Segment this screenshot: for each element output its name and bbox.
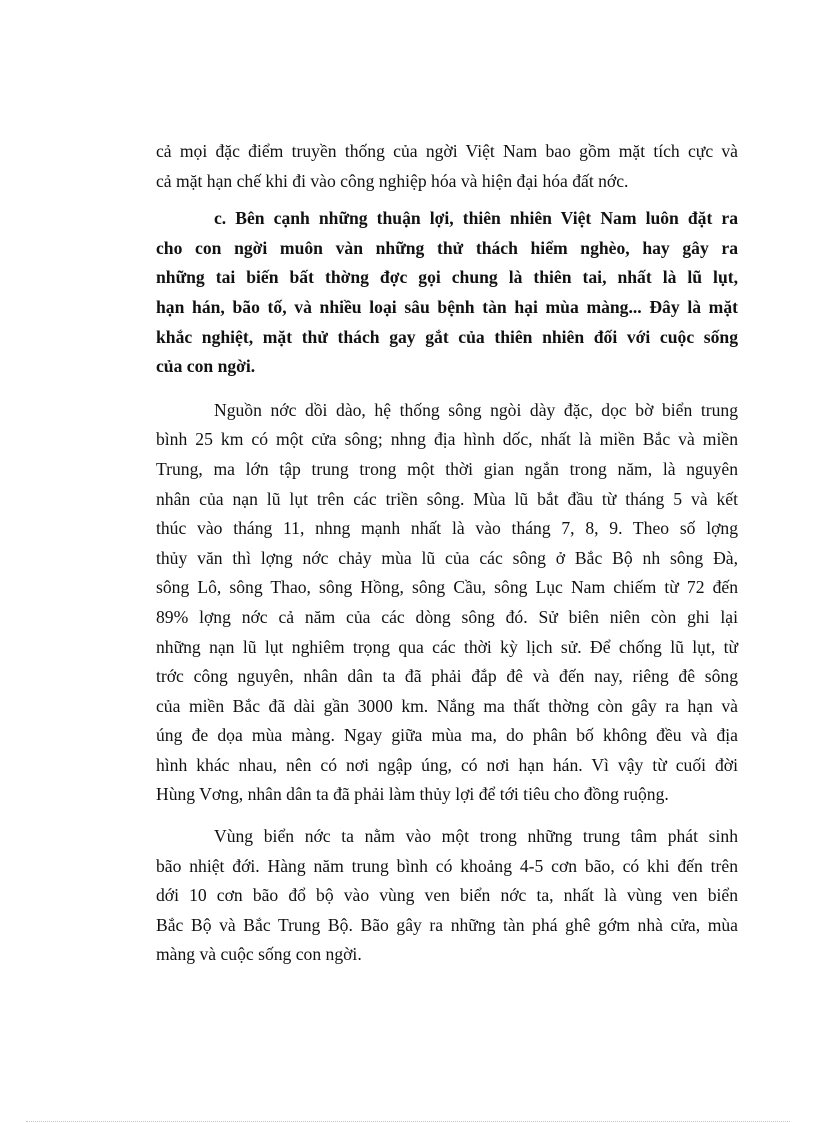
text-line: những nạn lũ lụt nghiêm trọng qua các thời kỳ lịch sử. Để chống lũ lụt, từ (156, 636, 738, 657)
text-line: cho con ngời muôn vàn những thử thách hiểm nghèo, hay gây ra (156, 237, 738, 258)
page-bottom-divider (26, 1121, 790, 1122)
text-line: cả mặt hạn chế khi đi vào công nghiệp hóa và hiện đại hóa đất nớc. (156, 170, 629, 191)
text-line: bão nhiệt đới. Hàng năm trung bình có khoảng 4-5 cơn bão, có khi đến trên (156, 855, 738, 876)
text-line: Bắc Bộ và Bắc Trung Bộ. Bão gây ra những tàn phá ghê gớm nhà cửa, mùa (156, 914, 738, 935)
text-line: thủy văn thì lợng nớc chảy mùa lũ của các sông ở Bắc Bộ nh sông Đà, (156, 547, 738, 568)
text-line: sông Lô, sông Thao, sông Hồng, sông Cầu, sông Lục Nam chiếm từ 72 đến (156, 577, 738, 598)
document-body (156, 137, 738, 970)
text-line: của miền Bắc đã dài gần 3000 km. Nắng ma thất thờng còn gây ra hạn và (156, 695, 738, 716)
text-line: dới 10 cơn bão đổ bộ vào vùng ven biển nớc ta, nhất là vùng ven biển (156, 885, 738, 906)
text-line: bình 25 km có một cửa sông; nhng địa hình dốc, nhất là miền Bắc và miền (156, 429, 738, 450)
text-line: cả mọi đặc điểm truyền thống của ngời Việt Nam bao gồm mặt tích cực và (156, 141, 738, 161)
text-line: trớc công nguyên, nhân dân ta đã phải đắp đê và đến nay, riêng đê sông (156, 666, 738, 687)
text-line: hạn hán, bão tố, và nhiều loại sâu bệnh tàn hại mùa màng... Đây là mặt (156, 296, 738, 317)
text-line-first (156, 204, 738, 234)
text-line: úng đe dọa mùa màng. Ngay giữa mùa ma, do phân bố không đều và địa (156, 725, 738, 746)
text-line: nhân của nạn lũ lụt trên các triền sông. Mùa lũ bắt đầu từ tháng 5 và kết (156, 488, 738, 509)
text-line: thúc vào tháng 11, nhng mạnh nhất là vào tháng 7, 8, 9. Theo số lợng (156, 518, 738, 539)
text-line-content: Nguồn nớc dồi dào, hệ thống sông ngòi dày đặc, dọc bờ biển trung (214, 399, 738, 420)
text-line: 89% lợng nớc cả năm của các dòng sông đó. Sử biên niên còn ghi lại (156, 606, 738, 627)
text-line: Trung, ma lớn tập trung trong một thời gian ngắn trong năm, là nguyên (156, 458, 738, 479)
paragraph-storms (156, 822, 738, 970)
text-line-content: c. Bên cạnh những thuận lợi, thiên nhiên Việt Nam luôn đặt ra (214, 208, 738, 229)
text-line-first (156, 396, 738, 426)
paragraph-floods (156, 396, 738, 810)
text-line-first (156, 822, 738, 852)
text-line: hình khác nhau, nên có nơi ngập úng, có nơi hạn hán. Vì vậy từ cuối đời (156, 754, 738, 775)
text-line: khắc nghiệt, mặt thử thách gay gắt của thiên nhiên đối với cuộc sống (156, 326, 738, 347)
paragraph-continuation (156, 137, 738, 196)
text-line: những tai biến bất thờng đợc gọi chung là thiên tai, nhất là lũ lụt, (156, 267, 738, 288)
text-line: Hùng Vơng, nhân dân ta đã phải làm thủy lợi để tới tiêu cho đồng ruộng. (156, 784, 669, 805)
text-line: màng và cuộc sống con ngời. (156, 944, 362, 965)
text-line: của con ngời. (156, 356, 256, 377)
section-heading-paragraph (156, 204, 738, 382)
text-line-content: Vùng biển nớc ta nằm vào một trong những trung tâm phát sinh (214, 826, 738, 847)
